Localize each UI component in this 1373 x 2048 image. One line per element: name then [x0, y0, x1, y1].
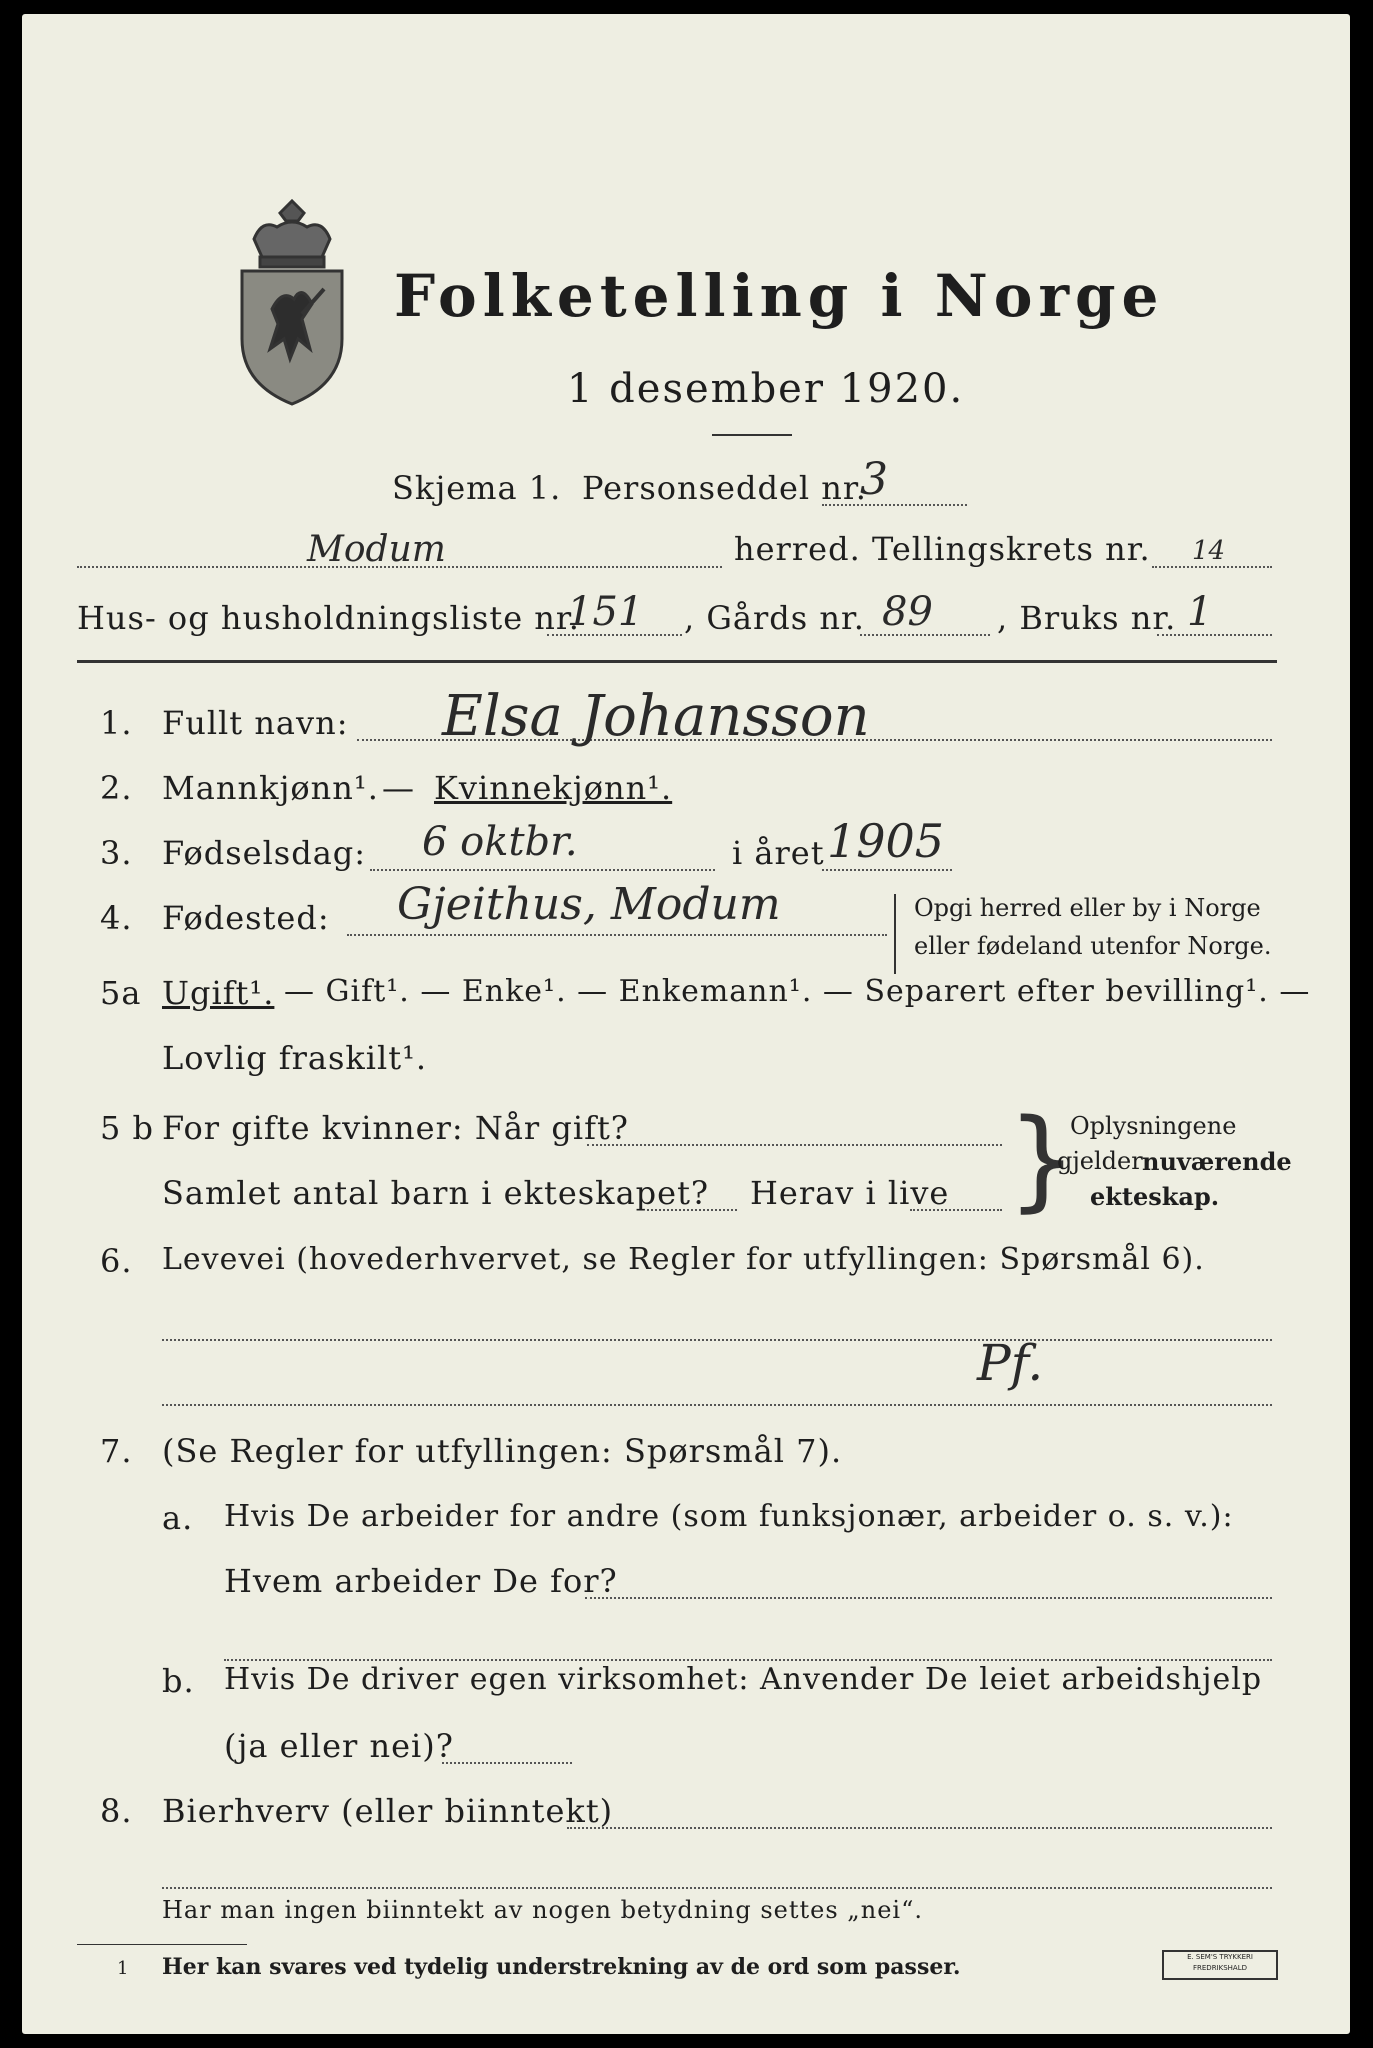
divider [712, 434, 792, 436]
q8-number: 8. [100, 1792, 133, 1830]
footnote-text: Her kan svares ved tydelig understrekning av de ord som passer. [162, 1954, 961, 1980]
printer-stamp [1162, 1950, 1278, 1980]
hired-help-line [442, 1762, 572, 1764]
birthplace-value[interactable]: Gjeithus, Modum [397, 879, 781, 930]
q6-number: 6. [100, 1242, 133, 1280]
q4-number: 4. [100, 899, 133, 937]
employer-line2 [224, 1659, 1272, 1661]
q3-line [370, 869, 715, 871]
nar-gift-line [587, 1144, 1002, 1146]
q8-line2 [162, 1887, 1272, 1889]
tellingskrets-value[interactable]: 14 [1192, 536, 1226, 566]
q5b-note-line3: ekteskap. [1090, 1182, 1220, 1211]
census-date: 1 desember 1920. [567, 366, 965, 412]
q8-note: Har man ingen biinntekt av nogen betydning settes „nei“. [162, 1896, 923, 1924]
footnote-rule [77, 1944, 247, 1945]
personseddel-label: Personseddel nr. [582, 469, 867, 507]
occupation-value[interactable]: Pf. [977, 1334, 1044, 1392]
employer-line [585, 1597, 1272, 1599]
q1-number: 1. [100, 704, 133, 742]
q5a-number: 5a [100, 974, 142, 1012]
q7b-number: b. [162, 1662, 195, 1700]
footnote-number: 1 [117, 1958, 129, 1979]
kvinnekjonn-option[interactable]: Kvinnekjønn¹. [434, 769, 673, 807]
q3-number: 3. [100, 834, 133, 872]
personseddel-value[interactable]: 3 [860, 454, 888, 505]
full-name-value[interactable]: Elsa Johansson [442, 684, 870, 749]
year-line [822, 869, 952, 871]
printer-city: FREDRIKSHALD [1192, 1964, 1247, 1972]
coat-of-arms-icon [232, 199, 352, 409]
birthday-value[interactable]: 6 oktbr. [422, 819, 578, 865]
hus-value[interactable]: 151 [567, 589, 644, 635]
q5b-note-line2a: gjelder [1057, 1147, 1143, 1175]
q5b-note-line1: Oplysningene [1070, 1112, 1237, 1140]
herred-label: herred. [734, 530, 861, 568]
form-title: Folketelling i Norge [394, 262, 1165, 330]
herav-line [910, 1209, 1002, 1211]
schema-label: Skjema 1. [392, 469, 562, 507]
q4-label: Fødested: [162, 899, 330, 937]
q5b-line2a: Samlet antal barn i ekteskapet? [162, 1174, 710, 1212]
q8-line1 [567, 1827, 1272, 1829]
q4-line [347, 934, 887, 936]
q4-note-line1: Opgi herred eller by i Norge [914, 894, 1261, 922]
q7a-line2: Hvem arbeider De for? [224, 1562, 618, 1600]
q6-line2 [162, 1404, 1272, 1406]
q6-label: Levevei (hovederhvervet, se Regler for utfyllingen: Spørsmål 6). [162, 1242, 1205, 1277]
q7b-line1: Hvis De driver egen virksomhet: Anvender De leiet arbeidshjelp [224, 1662, 1263, 1697]
year-label: i året [732, 834, 825, 872]
q7b-line2: (ja eller nei)? [224, 1727, 454, 1765]
bruks-value[interactable]: 1 [1187, 589, 1213, 635]
personseddel-line [822, 504, 967, 506]
q7-label: (Se Regler for utfyllingen: Spørsmål 7). [162, 1432, 843, 1470]
herred-value[interactable]: Modum [307, 529, 446, 570]
mannkjonn-option[interactable]: Mannkjønn¹. [162, 769, 379, 807]
hus-label: Hus- og husholdningsliste nr. [77, 599, 580, 637]
q5b-line1: For gifte kvinner: Når gift? [162, 1109, 629, 1147]
gards-label: , Gårds nr. [684, 599, 865, 637]
q1-label: Fullt navn: [162, 704, 349, 742]
tellingskrets-label: Tellingskrets nr. [872, 530, 1151, 568]
q5b-line2b: Herav i live [750, 1174, 950, 1212]
bruks-label: , Bruks nr. [997, 599, 1177, 637]
q5b-brace: } [1007, 1095, 1077, 1223]
antal-barn-line [647, 1209, 737, 1211]
q3-label: Fødselsdag: [162, 834, 367, 872]
q2-separator: — [382, 769, 415, 807]
lovlig-fraskilt-option[interactable]: Lovlig fraskilt¹. [162, 1039, 428, 1077]
birth-year-value[interactable]: 1905 [827, 814, 945, 868]
q4-note-line2: eller fødeland utenfor Norge. [914, 932, 1272, 960]
ugift-option[interactable]: Ugift¹. [162, 974, 275, 1012]
bruks-line [1157, 634, 1272, 636]
header-rule [77, 660, 1277, 663]
q4-brace [894, 894, 899, 974]
q7-number: 7. [100, 1432, 133, 1470]
q5b-number: 5 b [100, 1109, 155, 1147]
tellingskrets-line [1152, 566, 1272, 568]
gards-value[interactable]: 89 [882, 589, 933, 635]
q5b-note-line2b: nuværende [1142, 1147, 1292, 1176]
q2-number: 2. [100, 769, 133, 807]
q6-line1 [162, 1339, 1272, 1341]
census-form [22, 14, 1350, 2034]
q7a-line1: Hvis De arbeider for andre (som funksjonær, arbeider o. s. v.): [224, 1499, 1234, 1534]
marital-options[interactable]: — Gift¹. — Enke¹. — Enkemann¹. — Separert efter bevilling¹. — [284, 974, 1311, 1009]
printer-name: E. SEM'S TRYKKERI [1187, 1953, 1253, 1961]
q8-label: Bierhverv (eller biinntekt) [162, 1792, 614, 1830]
q7a-number: a. [162, 1499, 194, 1537]
